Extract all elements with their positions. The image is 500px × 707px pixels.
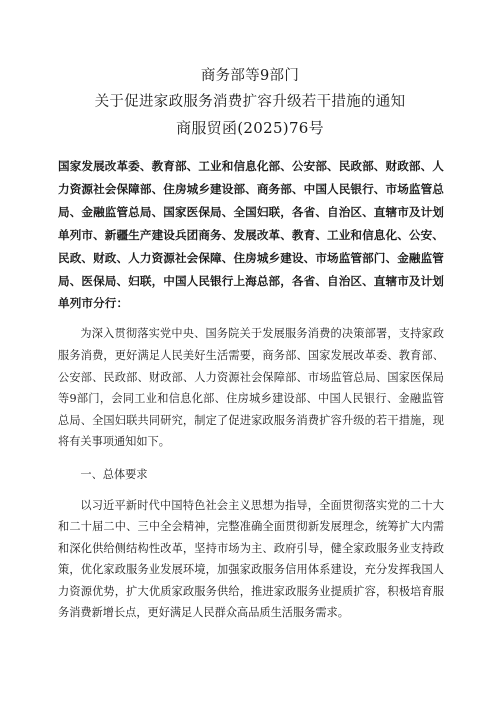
intro-paragraph: 为深入贯彻落实党中央、国务院关于发展服务消费的决策部署，支持家政服务消费，更好满足人民美好生活需要，商务部、国家发展改革委、教育部、公安部、民政部、财政部、人力资源社会保障部、市场监管总局、国家医保局等9部门，会同工业和信息化部、住房城乡建设部、中国人民银行、金融监管总局、全国妇联共同研究，制定了促进家政服务消费扩容升级的若干措施，现将有关事项通知如下。 — [58, 327, 444, 449]
document-title-issuer: 商务部等9部门 — [200, 68, 300, 84]
section-heading-general-requirements: 一、总体要求 — [80, 467, 148, 481]
addressee-list: 国家发展改革委、教育部、工业和信息化部、公安部、民政部、财政部、人力资源社会保障部、住房城乡建设部、商务部、中国人民银行、市场监管总局、金融监管总局、国家医保局、全国妇联，各省、自治区、直辖市及计划单列市、新疆生产建设兵团商务、发展改革、教育、工业和信息化、公安、民政、财政、人力资源社会保障、住房城乡建设、市场监管部门、金融监管局、医保局、妇联，中国人民银行上海总部，各省、自治区、直辖市及计划单列市分行： — [58, 159, 444, 311]
general-requirements-paragraph: 以习近平新时代中国特色社会主义思想为指导，全面贯彻落实党的二十大和二十届二中、三中全会精神，完整准确全面贯彻新发展理念，统筹扩大内需和深化供给侧结构性改革，坚持市场为主、政府引导，健全家政服务业支持政策，优化家政服务业发展环境，加强家政服务信用体系建设，充分发挥我国人力资源优势，扩大优质家政服务供给，推进家政服务业提质扩容，积极培育服务消费新增长点，更好满足人民群众高品质生活服务需求。 — [58, 498, 444, 620]
document-title: 关于促进家政服务消费扩容升级若干措施的通知 — [94, 94, 406, 110]
document-number: 商服贸函(2025)76号 — [176, 119, 324, 137]
